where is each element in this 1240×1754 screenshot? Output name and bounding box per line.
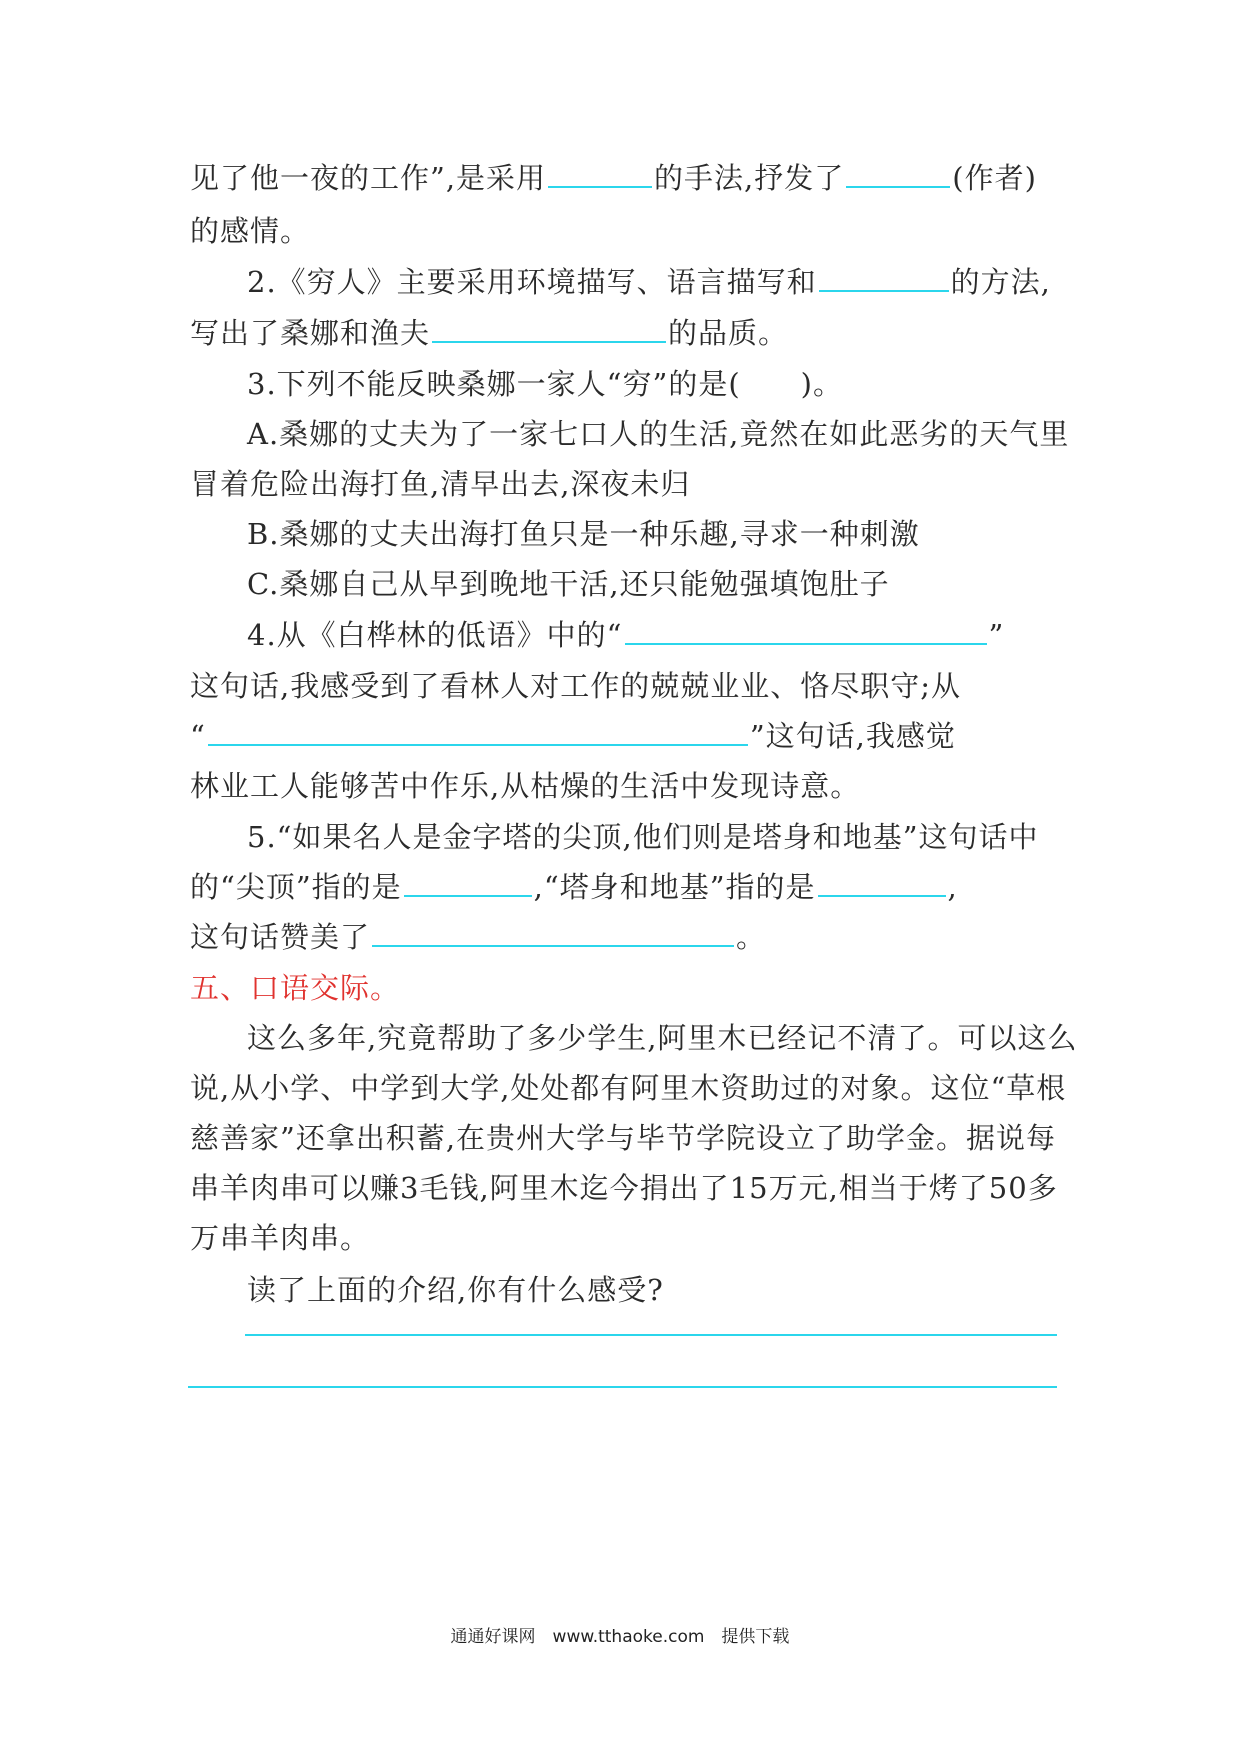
q2-blank-method[interactable] — [819, 254, 949, 292]
section-heading-oral: 五、口语交际。 — [190, 971, 401, 1005]
q4-line-3 — [190, 708, 1060, 764]
q5-text-2: ,“塔身和地基”指的是 — [533, 870, 816, 904]
q5-blank-apex[interactable] — [404, 859, 532, 897]
q2-text-4: 的品质。 — [668, 316, 789, 350]
q3-option-c[interactable]: C.桑娜自己从早到晚地干活,还只能勉强填饱肚子 — [247, 567, 890, 601]
q5-text-1: 的“尖顶”指的是 — [190, 870, 402, 904]
q5-text-5: 。 — [736, 920, 767, 954]
q3-option-b[interactable]: B.桑娜的丈夫出海打鱼只是一种乐趣,寻求一种刺激 — [247, 517, 920, 551]
q2-text-3: 写出了桑娜和渔夫 — [190, 316, 431, 350]
q4-line-4: 林业工人能够苦中作乐,从枯燥的生活中发现诗意。 — [190, 769, 861, 803]
q2-text-2: 的方法, — [950, 265, 1051, 299]
q3-option-a[interactable]: A.桑娜的丈夫为了一家七口人的生活,竟然在如此恶劣的天气里 — [247, 417, 1070, 451]
q5-line-3 — [190, 909, 1060, 965]
q5-blank-praise[interactable] — [372, 909, 734, 947]
answer-line-1[interactable] — [245, 1334, 1057, 1336]
q3-option-a-cont: 冒着危险出海打鱼,清早出去,深夜未归 — [190, 467, 691, 501]
q2-line-2 — [190, 305, 1060, 361]
passage-line-1: 这么多年,究竟帮助了多少学生,阿里木已经记不清了。可以这么 — [247, 1021, 1078, 1055]
passage-line-2: 说,从小学、中学到大学,处处都有阿里木资助过的对象。这位“草根 — [190, 1071, 1067, 1105]
passage-line-3: 慈善家”还拿出积蓄,在贵州大学与毕节学院设立了助学金。据说每 — [190, 1121, 1057, 1155]
q5-line-1: 5.“如果名人是金字塔的尖顶,他们则是塔身和地基”这句话中 — [247, 820, 1039, 854]
q2-blank-quality[interactable] — [432, 305, 666, 343]
q3-stem: 3.下列不能反映桑娜一家人“穷”的是( )。 — [247, 367, 843, 401]
q1-blank-technique[interactable] — [548, 150, 652, 188]
q1-blank-emotion[interactable] — [846, 150, 950, 188]
q4-text-3: “ — [190, 719, 206, 753]
q4-line-1 — [247, 607, 1060, 663]
q1-line-2: 的感情。 — [190, 214, 311, 248]
q5-blank-base[interactable] — [818, 859, 946, 897]
q4-blank-sentence-1[interactable] — [625, 607, 987, 645]
q5-text-3: , — [947, 870, 958, 904]
answer-line-2[interactable] — [188, 1386, 1057, 1388]
q4-text-2: ” — [988, 618, 1005, 652]
passage-line-4: 串羊肉串可以赚3毛钱,阿里木迄今捐出了15万元,相当于烤了50多 — [190, 1171, 1058, 1205]
q2-line-1 — [247, 254, 1060, 310]
q5-line-2 — [190, 859, 1060, 915]
q4-text-1: 4.从《白桦林的低语》中的“ — [247, 618, 623, 652]
q1-continuation-line — [190, 150, 1060, 206]
q5-text-4: 这句话赞美了 — [190, 920, 371, 954]
q2-text-1: 2.《穷人》主要采用环境描写、语言描写和 — [247, 265, 817, 299]
q4-blank-sentence-2[interactable] — [208, 708, 748, 746]
q4-text-4: ”这句话,我感觉 — [749, 719, 956, 753]
q4-line-2: 这句话,我感受到了看林人对工作的兢兢业业、恪尽职守;从 — [190, 669, 961, 703]
q1-text-2: 的手法,抒发了 — [654, 161, 845, 195]
q1-text-3: (作者) — [952, 161, 1037, 195]
passage-line-5: 万串羊肉串。 — [190, 1221, 371, 1255]
footer-source: 通通好课网 www.tthaoke.com 提供下载 — [450, 1627, 790, 1647]
oral-question: 读了上面的介绍,你有什么感受? — [247, 1273, 664, 1307]
q1-text-1: 见了他一夜的工作”,是采用 — [190, 161, 547, 195]
